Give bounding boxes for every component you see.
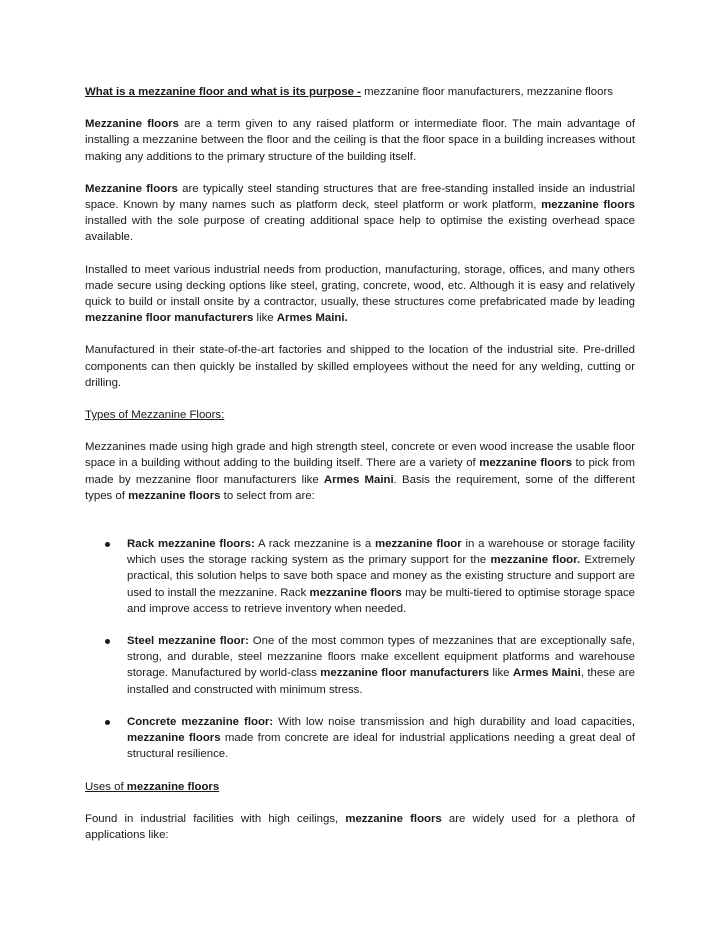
paragraph-installed — [85, 262, 635, 327]
list-text: made from concrete are ideal for industrial applications needing a great deal of structural resilience. — [127, 732, 635, 761]
bold-term: mezzanine floor. — [490, 554, 581, 567]
bold-term: Rack mezzanine floors: — [127, 538, 255, 551]
bold-term: Armes Maini — [323, 473, 394, 486]
list-text: in a warehouse or storage facility which uses the storage racking system as the primary support for the — [127, 538, 636, 567]
bold-term: Concrete mezzanine floor: — [127, 715, 274, 728]
bold-term: mezzanine floors — [479, 457, 572, 470]
list-text: One of the most common types of mezzanines that are exceptionally safe, strong, and durable, steel mezzanine floors make excellent equipment platforms and warehouse storage. Manufactured by world-class — [127, 635, 635, 680]
list-text: Extremely practical, this solution helps to save both space and money as the existing structure and support are used to install the mezzanine. Rack — [127, 554, 635, 599]
paragraph-text: . Basis the requirement, some of the different types of — [85, 473, 636, 502]
bold-term: mezzanine floors — [126, 780, 220, 793]
bold-term: mezzanine floors — [128, 489, 221, 502]
bold-term: Mezzanine floors — [85, 118, 179, 131]
list-text: With low noise transmission and high durability and load capacities, — [273, 715, 636, 728]
paragraph-text: to select from are: — [220, 489, 315, 502]
paragraph-types-intro — [85, 439, 635, 504]
bold-term: Armes Maini. — [276, 312, 348, 325]
paragraph-text: Mezzanines made using high grade and high strength steel, concrete or even wood increase the usable floor space in a building without adding to the building itself. There are a variety of — [85, 441, 635, 470]
title-keywords: mezzanine floor manufacturers, mezzanine floors — [360, 86, 613, 98]
paragraph-text: Found in industrial facilities with high ceilings, — [85, 812, 346, 825]
document-title — [85, 84, 635, 100]
paragraph-text: Manufactured in their state-of-the-art factories and shipped to the location of the industrial site. Pre-drilled components can then quickly be installed by skilled employees without the need for any welding, cutting or drilling. — [85, 344, 635, 389]
bold-term: mezzanine floors — [345, 812, 442, 825]
bold-term: mezzanine floors — [127, 732, 221, 745]
list-item-steel — [85, 633, 635, 698]
bullet-icon — [105, 720, 110, 725]
bold-term: Armes Maini — [512, 667, 581, 680]
bold-term: mezzanine floors — [309, 586, 402, 599]
paragraph-text: installed with the sole purpose of creating additional space help to optimise the existing overhead space available. — [85, 215, 635, 244]
list-text: like — [489, 667, 513, 680]
list-item-concrete — [85, 714, 635, 763]
title-heading: What is a mezzanine floor and what is its purpose - — [85, 86, 361, 98]
bold-term: mezzanine floors — [541, 199, 635, 212]
section-heading-text: Types of Mezzanine Floors: — [85, 409, 225, 422]
section-heading-types — [85, 407, 635, 423]
list-text: A rack mezzanine is a — [254, 538, 375, 551]
heading-text: Uses of — [85, 780, 127, 793]
spacer — [85, 520, 635, 536]
types-list — [85, 536, 635, 762]
bold-term: mezzanine floor manufacturers — [320, 667, 490, 680]
bold-term: Steel mezzanine floor: — [127, 635, 249, 648]
list-item-rack — [85, 536, 635, 617]
paragraph-structures — [85, 181, 635, 246]
bullet-icon — [105, 639, 110, 644]
bold-term: mezzanine floor manufacturers — [85, 312, 254, 325]
list-text: , these are installed and constructed with minimum stress. — [127, 667, 636, 696]
bullet-icon — [105, 542, 110, 547]
section-heading-uses — [85, 779, 635, 795]
paragraph-intro — [85, 116, 635, 165]
paragraph-manufactured — [85, 342, 635, 391]
paragraph-text: to pick from made by mezzanine floor manufacturers like — [85, 457, 635, 486]
document-page — [85, 84, 635, 859]
paragraph-text: like — [253, 312, 277, 325]
section-heading-text — [85, 781, 219, 793]
paragraph-text: are typically steel standing structures that are free-standing installed inside an industrial space. Known by many names such as platform deck, steel platform or work platform, — [85, 182, 635, 212]
paragraph-text: are widely used for a plethora of applications like: — [85, 812, 636, 841]
list-text: may be multi-tiered to optimise storage space and improve access to retrieve inventory when needed. — [127, 586, 635, 615]
paragraph-text: are a term given to any raised platform or intermediate floor. The main advantage of installing a mezzanine between the floor and the ceiling is that the floor space in a building increases without making any additions to the primary structure of the building itself. — [85, 118, 635, 163]
paragraph-uses — [85, 811, 635, 843]
bold-term: mezzanine floor — [374, 538, 462, 551]
bold-term: Mezzanine floors — [85, 182, 178, 195]
paragraph-text: Installed to meet various industrial needs from production, manufacturing, storage, offices, and many others made secure using decking options like steel, grating, concrete, wood, etc. Although it is easy and relatively quick to build or install onsite by a contractor, usually, these structures come prefabricated made by leading — [85, 263, 635, 309]
